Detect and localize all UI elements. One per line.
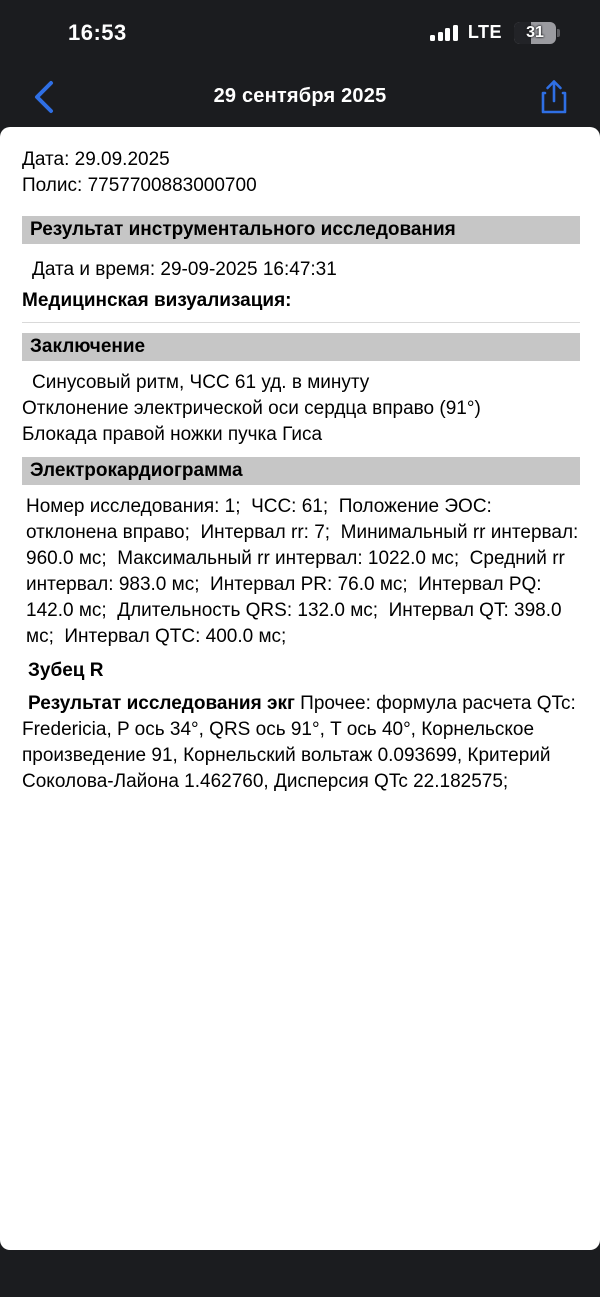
doc-date-line: Дата: 29.09.2025 [22, 149, 170, 170]
r-wave-label: Зубец R [28, 660, 104, 681]
conclusion-line: Блокада правой ножки пучка Гиса [22, 424, 323, 445]
ecg-result-text: Прочее: формула расчета QTc: Fredericia, P ось 34°, QRS ось 91°, T ось 40°, Корнельское произведение 91, Корнельский вольтаж 0.093699, Критерий Соколова-Лайона 1.462760, Дисперсия QTc 22.182575; [22, 693, 576, 792]
section-header-ecg: Электрокардиограмма [22, 457, 580, 485]
page-title: 29 сентября 2025 [213, 84, 387, 107]
ecg-measurements: Номер исследования: 1; ЧСС: 61; Положение ЭОС: отклонена вправо; Интервал rr: 7; Минимальный rr интервал: 960.0 мс; Максимальный rr интервал: 1022.0 мс; Средний rr интервал: 983.0 мс; Интервал PR: 76.0 мс; Интервал PQ: 142.0 мс; Длительность QRS: 132.0 мс; Интервал QT: 398.0 мс; Интервал QTC: 400.0 мс; [26, 496, 584, 647]
document-view[interactable] [0, 127, 600, 1250]
ecg-result-label: Результат исследования экг [28, 693, 295, 714]
conclusion-line: Отклонение электрической оси сердца вправо (91°) [22, 398, 481, 419]
nav-bar [0, 65, 600, 127]
doc-visualization-label: Медицинская визуализация: [22, 290, 292, 311]
share-button[interactable] [536, 76, 572, 118]
battery-percent: 31 [526, 23, 544, 41]
conclusion-line: Синусовый ритм, ЧСС 61 уд. в минуту [32, 372, 370, 393]
chevron-left-icon [33, 80, 55, 114]
battery-icon [514, 22, 560, 44]
doc-datetime-line: Дата и время: 29-09-2025 16:47:31 [32, 259, 337, 280]
conclusion-block [22, 370, 580, 448]
status-bar [0, 0, 600, 65]
bottom-bar [0, 1250, 600, 1297]
clock: 16:53 [68, 19, 127, 45]
back-button[interactable] [26, 77, 62, 117]
divider [22, 322, 580, 323]
network-type-label: LTE [467, 22, 502, 42]
status-indicators [430, 22, 560, 44]
share-icon [540, 79, 568, 115]
ecg-result-paragraph [22, 691, 580, 795]
doc-policy-line: Полис: 7757700883000700 [22, 175, 257, 196]
section-header-instrumental: Результат инструментального исследования [22, 216, 580, 244]
cellular-signal-icon [430, 25, 458, 41]
section-header-conclusion: Заключение [22, 333, 580, 361]
